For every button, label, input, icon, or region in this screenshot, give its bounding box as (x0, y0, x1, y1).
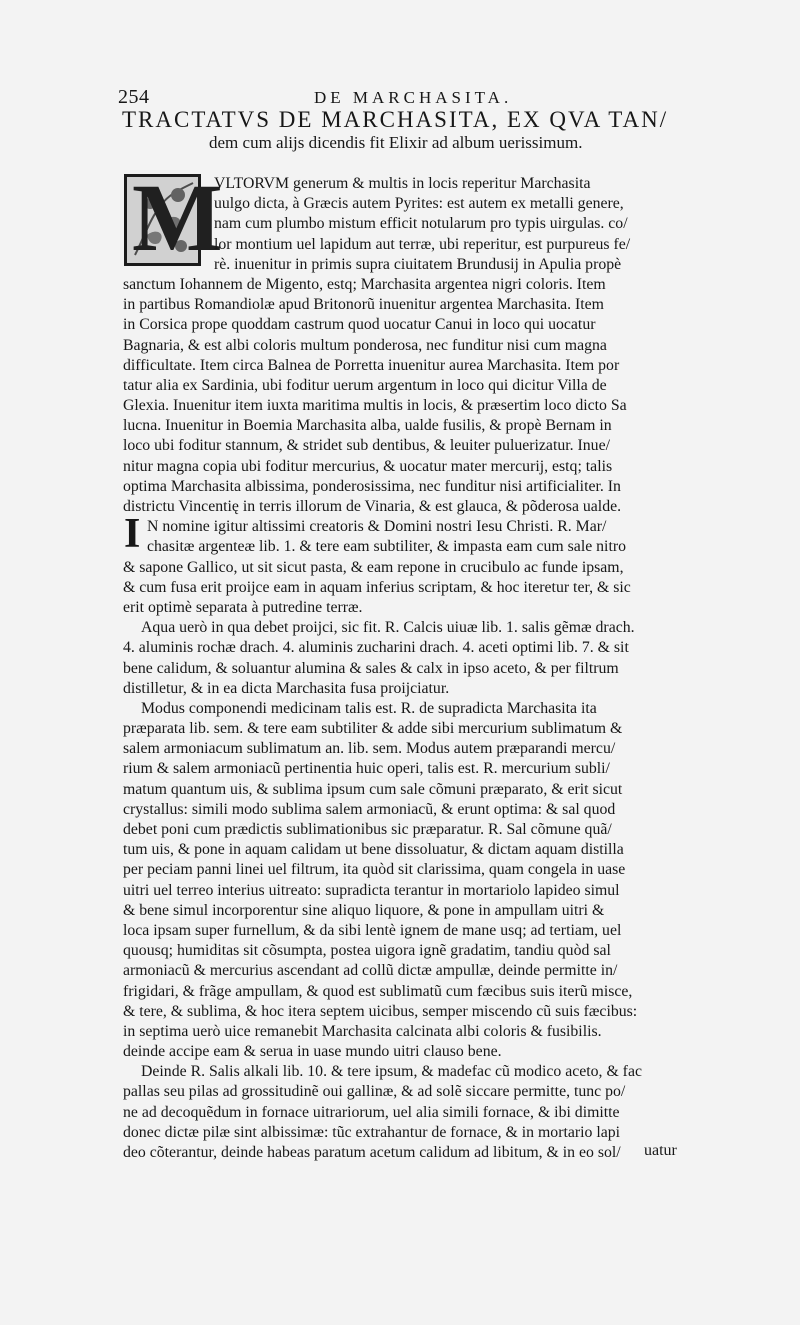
catchword: uatur (644, 1142, 677, 1159)
text-line: deinde accipe eam & serua in uase mundo uitri clauso bene. (123, 1043, 502, 1061)
text-line: bene calidum, & soluantur alumina & sales & calx in ipso aceto, & per filtrum (123, 659, 619, 677)
text-line: rè. inuenitur in primis supra ciuitatem Brundusij in Apulia propè (214, 255, 622, 273)
text-line: deo cõterantur, deinde habeas paratum acetum calidum ad libitum, & in eo sol/ (123, 1144, 621, 1161)
text-line: præparata lib. sem. & tere eam subtiliter & adde sibi mercurium sublimatum & (123, 720, 623, 738)
text-line: lucna. Inuenitur in Boemia Marchasita alba, ualde fusilis, & propè Bernam in (123, 417, 612, 435)
text-line: in septima uerò uice remanebit Marchasita calcinata albi coloris & fusibilis. (123, 1022, 602, 1040)
text-line: Glexia. Inuenitur item iuxta maritima multis in locis, & præsertim loco dicto Sa (123, 397, 627, 415)
text-line: tatur alia ex Sardinia, ubi foditur uerum argentum in loco qui dicitur Villa de (123, 376, 607, 394)
text-line: frigidari, & frãge ampullam, & quod est sublimatũ cum fæcibus suis iterũ misce, (123, 982, 633, 1000)
text-line: districtu Vincentię in terris illorum de Vinaria, & est glauca, & põderosa ualde. (123, 498, 622, 515)
text-line: & bene simul incorporentur sine aliquo liquore, & pone in ampullam uitri & (123, 901, 605, 919)
text-line: ne ad decoquẽdum in fornace uitrariorum, uel alia simili fornace, & ibi dimitte (123, 1103, 620, 1121)
text-line: tum uis, & pone in aquam calidam ut bene dissoluatur, & dictam aquam distilla (123, 841, 624, 859)
text-line: Deinde R. Salis alkali lib. 10. & tere ipsum, & madefac cũ modico aceto, & fac (141, 1063, 642, 1081)
text-line: matum quantum uis, & sublima ipsum cum sale cõmuni præparato, & erit sicut (123, 780, 623, 798)
text-line: in partibus Romandiolæ apud Britonorũ inuenitur argentea Marchasita. Item (123, 296, 604, 314)
tract-title: TRACTATVS DE MARCHASITA, EX QVA TAN/ (122, 107, 669, 132)
text-line: per peciam panni linei uel filtrum, ita quòd sit clarissima, quam congela in uase (123, 861, 626, 879)
text-line: salem armoniacum sublimatum an. lib. sem. Modus autem præparandi mercu/ (123, 740, 616, 758)
text-line: & tere, & sublima, & hoc itera septem uicibus, semper miscendo cũ suis fæcibus: (123, 1002, 638, 1020)
text-line: loco ubi foditur stannum, & stridet sub dentibus, & leuiter puluerizatur. Inue/ (123, 437, 610, 455)
text-line: erit optimè separata à putredine terræ. (123, 598, 363, 616)
text-line: nitur magna copia ubi foditur mercurius, & uocatur mater mercurij, estq; talis (123, 457, 613, 475)
text-line: & cum fusa erit proijce eam in aquam inferius scriptam, & hoc iteretur ter, & sic (123, 578, 631, 596)
tract-subtitle: dem cum alijs dicendis fit Elixir ad album uerissimum. (209, 133, 583, 152)
text-line: optima Marchasita albissima, ponderosissima, nec funditur nisi artificialiter. In (123, 477, 621, 495)
text-line: rium & salem armoniacũ pertinentia huic operi, talis est. R. mercurium subli/ (123, 760, 610, 778)
text-line: uulgo dicta, à Græcis autem Pyrites: est autem ex metalli genere, (214, 195, 624, 213)
text-line: donec dictæ pilæ sint albissimæ: tũc extrahantur de fornace, & in mortario lapi (123, 1123, 621, 1141)
text-line: difficultate. Item circa Balnea de Porretta inuenitur aurea Marchasita. Item por (123, 356, 620, 374)
text-line: N nomine igitur altissimi creatoris & Domini nostri Iesu Christi. R. Mar/ (147, 518, 607, 536)
page-number: 254 (118, 86, 150, 108)
text-line: uitri uel terreo interius uitreato: supradicta terantur in mortariolo lapideo simul (123, 881, 620, 899)
text-line: loca ipsam super furnellum, & da sibi lentè ignem de mane usq; ad tertiam, uel (123, 921, 622, 939)
text-line: distilletur, & in ea dicta Marchasita fusa proijciatur. (123, 679, 450, 697)
text-line: lor montium uel lapidum aut terræ, ubi reperitur, est purpureus fe/ (214, 235, 631, 253)
main-text (123, 164, 678, 1163)
text-line: & sapone Gallico, ut sit sicut pasta, & eam repone in crucibulo ac funde ipsam, (123, 558, 624, 576)
text-line: chasitæ argenteæ lib. 1. & tere eam subtiliter, & impasta eam cum sale nitro (147, 538, 626, 556)
text-line: nam cum plumbo mistum efficit notularum pro typis uirgulas. co/ (214, 215, 628, 233)
text-line: Aqua uerò in qua debet proijci, sic fit. R. Calcis uiuæ lib. 1. salis gẽmæ drach. (141, 619, 635, 637)
text-line: debet poni cum prædictis sublimationibus sic præparatur. R. Sal cõmune quã/ (123, 821, 612, 838)
text-line: quousq; humiditas sit cõsumpta, postea uigora ignẽ gradatim, tandiu quòd sal (123, 942, 611, 960)
small-initial-letter: I (124, 511, 141, 557)
text-line: Modus componendi medicinam talis est. R. de supradicta Marchasita ita (141, 699, 597, 717)
text-line: Bagnaria, & est albi coloris multum ponderosa, nec funditur nisi cum magna (123, 336, 607, 354)
large-initial-letter: M (132, 164, 223, 271)
text-line: pallas seu pilas ad grossitudinẽ oui gallinæ, & ad solẽ siccare permitte, tunc po/ (123, 1083, 626, 1101)
text-line: crystallus: simili modo sublima salem armoniacũ, & erunt optima: & sal quod (123, 800, 616, 818)
text-line: VLTORVM generum & multis in locis reperitur Marchasita (214, 175, 591, 192)
text-line: armoniacũ & mercurius ascendant ad collũ dictæ ampullæ, deinde permitte in/ (123, 962, 618, 980)
text-line: in Corsica prope quoddam castrum quod uocatur Canui in loco qui uocatur (123, 316, 596, 334)
text-line: 4. aluminis rochæ drach. 4. aluminis zucharini drach. 4. aceti optimi lib. 7. & sit (123, 639, 629, 657)
running-title: DE MARCHASITA. (314, 88, 513, 107)
text-line: sanctum Iohannem de Migento, estq; Marchasita argentea nigri coloris. Item (123, 275, 606, 293)
